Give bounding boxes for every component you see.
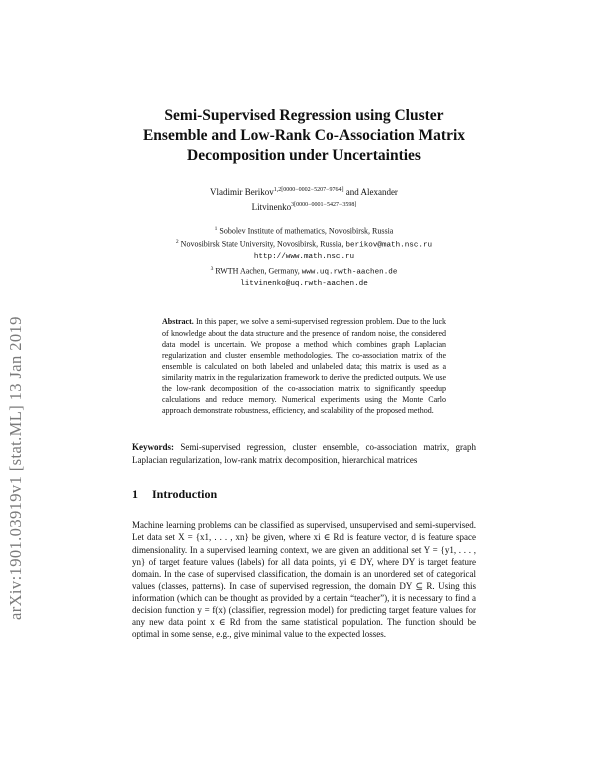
arxiv-identifier: arXiv:1901.03919v1 [stat.ML] 13 Jan 2019 (6, 316, 25, 620)
affiliation-text: Novosibirsk State University, Novosibirsk, Russia, (180, 239, 346, 249)
email-link[interactable]: litvinenko@uq.rwth-aachen.de (240, 279, 368, 288)
affiliation-text: Sobolev Institute of mathematics, Novosibirsk, Russia (219, 226, 394, 236)
affiliation-1 (132, 224, 476, 237)
intro-paragraph: Machine learning problems can be classified as supervised, unsupervised and semi-supervised. Let data set X = {x1, . . . , xn} be given, where xi ∈ Rd is feature vector, d is feature space dimensionality. In a supervised learning context, we are given an additional set Y = {y1, . . . , yn} of target feature values (labels) for all data points, yi ∈ DY, where DY is target feature domain. In the case of supervised classification, the domain is an unordered set of categorical values (classes, patterns). In case of supervised regression, the domain DY ⊆ R. Using this information (which can be thought as provided by a certain “teacher”), it is necessary to find a decision function y = f(x) (classifier, regression model) for predicting target feature values for any new data point x ∈ Rd from the same statistical population. The function should be optimal in some sense, e.g., give minimal value to the expected losses. (132, 520, 476, 640)
url-link[interactable]: http://www.math.nsc.ru (253, 253, 355, 262)
email-link[interactable]: berikov@math.nsc.ru (345, 241, 433, 250)
author-name: Vladimir Berikov (210, 187, 274, 197)
abstract (162, 316, 446, 416)
abstract-label: Abstract. (162, 317, 194, 327)
author-list (132, 184, 476, 214)
affiliation-text: RWTH Aachen, Germany, (215, 266, 302, 276)
keywords (132, 441, 476, 466)
affiliation-3 (132, 264, 476, 279)
paper-title: Semi-Supervised Regression using Cluster Ensemble and Low-Rank Co-Association Matrix Decomposition under Uncertainties (142, 107, 466, 164)
affiliation-marker: 3 (210, 265, 214, 272)
keywords-text: Semi-supervised regression, cluster ensemble, co-association matrix, graph Laplacian regularization, low-rank matrix decomposition, hierarchical matrices (132, 442, 476, 465)
keywords-label: Keywords: (132, 442, 174, 453)
url-link[interactable]: www.uq.rwth-aachen.de (301, 268, 398, 277)
author-affiliation-orcid: 3[0000−0001−5427−3598] (291, 202, 357, 208)
section-number: 1 (132, 487, 138, 502)
paper-page (132, 106, 476, 640)
author-affiliation-orcid: 1,2[0000−0002−5207−9764] (273, 187, 344, 193)
author-conjunction: and Alexander (343, 187, 398, 197)
abstract-text: In this paper, we solve a semi-supervised regression problem. Due to the luck of knowledge about the data structure and the presence of random noise, the considered data model is uncertain. We propose a method which combines graph Laplacian regularization and cluster ensemble methodologies. The co-association matrix of the ensemble is calculated on both labeled and unlabeled data; this matrix is used as a similarity matrix in the regularization framework to derive the predicted outputs. We use the low-rank decomposition of the co-association matrix to significantly speedup calculations and reduce memory. Numerical experiments using the Monte Carlo approach demonstrate robustness, efficiency, and scalability of the proposed method. (162, 317, 447, 416)
affiliation-2 (132, 237, 476, 252)
affiliation-marker: 2 (175, 239, 179, 246)
section-heading (132, 487, 476, 502)
affiliation-list (132, 224, 476, 290)
author-name: Litvinenko (251, 202, 292, 212)
section-title: Introduction (152, 487, 218, 502)
affiliation-marker: 1 (214, 226, 218, 232)
